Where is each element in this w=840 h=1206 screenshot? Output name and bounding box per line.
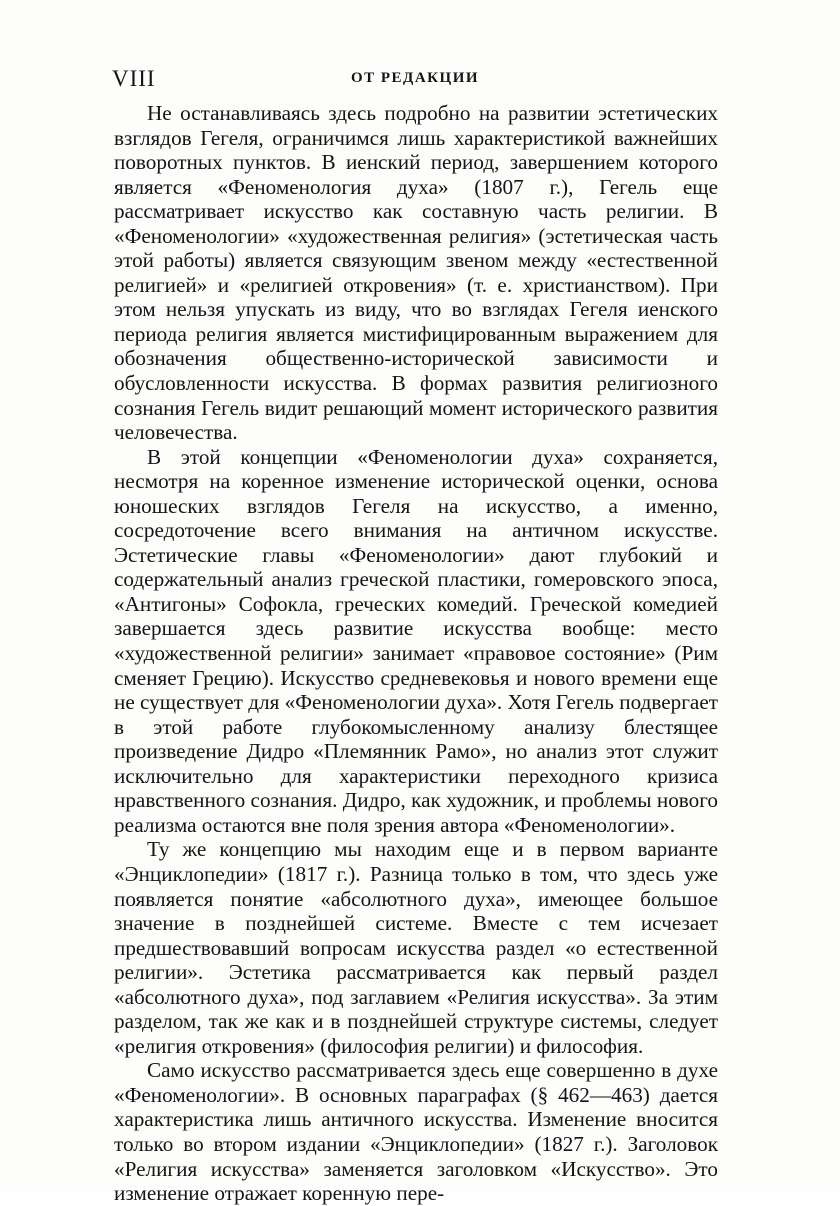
running-title: ОТ РЕДАКЦИИ <box>350 70 480 86</box>
page-header <box>112 66 718 96</box>
paragraph: Само искусство рассматривается здесь еще совершенно в духе «Феноменологии». В основных параграфах (§ 462—463) дается характеристика лишь античного искусства. Изменение вносится только во втором издании «Энциклопедии» (1827 г.). Заголовок «Религия искусства» заменяется заголовком «Искусство». Это изменение отражает коренную пере- <box>114 1058 718 1206</box>
page-number: VIII <box>112 66 156 91</box>
paragraph: Ту же концепцию мы находим еще и в первом варианте «Энциклопедии» (1817 г.). Разница только в том, что здесь уже появляется понятие «абсолютного духа», имеющее большое значение в позднейшей системе. Вместе с тем исчезает предшествовавший вопросам искусства раздел «о естественной религии». Эстетика рассматривается как первый раздел «абсолютного духа», под заглавием «Религия искусства». За этим разделом, так же как и в позднейшей структуре системы, следует «религия откровения» (философия религии) и философия. <box>114 837 718 1058</box>
paragraph: В этой концепции «Феноменологии духа» сохраняется, несмотря на коренное изменение исторической оценки, основа юношеских взглядов Гегеля на искусство, а именно, сосредоточение всего внимания на античном искусстве. Эстетические главы «Феноменологии» дают глубокий и содержательный анализ греческой пластики, гомеровского эпоса, «Антигоны» Софокла, греческих комедий. Греческой комедией завершается здесь развитие искусства вообще: место «художественной религии» занимает «правовое состояние» (Рим сменяет Грецию). Искусство средневековья и нового времени еще не существует для «Феноменологии духа». Хотя Гегель подвергает в этой работе глубокомысленному анализу блестящее произведение Дидро «Племянник Рамо», но анализ этот служит исключительно для характеристики переходного кризиса нравственного сознания. Дидро, как художник, и проблемы нового реализма остаются вне поля зрения автора «Феноменологии». <box>114 444 718 837</box>
paragraph: Не останавливаясь здесь подробно на развитии эстетических взглядов Гегеля, ограничимся лишь характеристикой важнейших поворотных пунктов. В иенский период, завершением которого является «Феноменология духа» (1807 г.), Гегель еще рассматривает искусство как составную часть религии. В «Феноменологии» «художественная религия» (эстетическая часть этой работы) является связующим звеном между «естественной религией» и «религией откровения» (т. е. христианством). При этом нельзя упускать из виду, что во взглядах Гегеля иенского периода религия является мистифицированным выражением для обозначения общественно-исторической зависимости и обусловленности искусства. В формах развития религиозного сознания Гегель видит решающий момент исторического развития человечества. <box>114 101 718 445</box>
body-text <box>114 101 718 1206</box>
